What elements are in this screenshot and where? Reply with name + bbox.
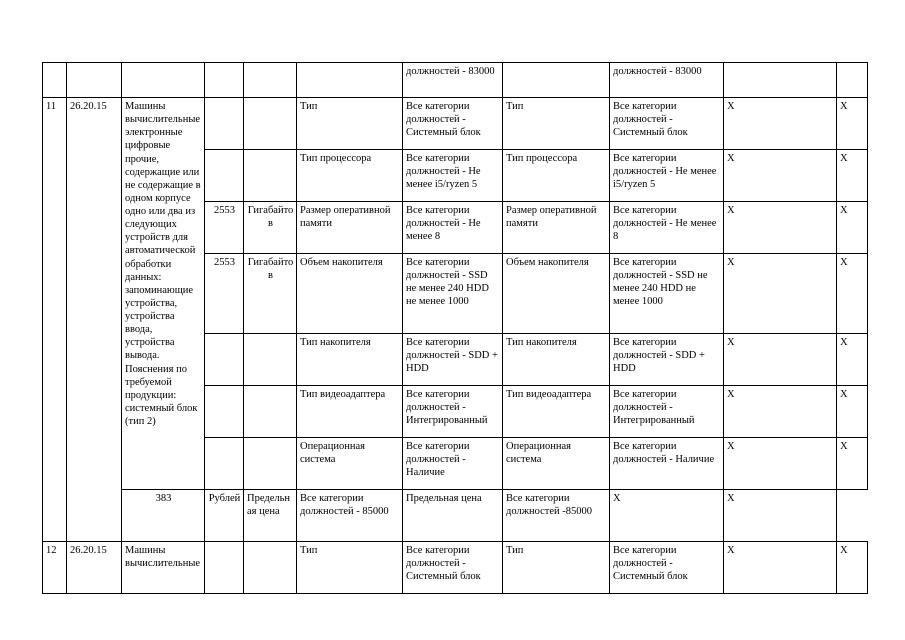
cell-characteristic: Тип видеоадаптера (297, 386, 403, 438)
cell-characteristic: Операционная система (297, 438, 403, 490)
cell-characteristic-2: Размер оперативной памяти (503, 202, 610, 254)
cell-unit: Рублей (205, 490, 244, 542)
cell-unit: Гигабайтов (244, 202, 297, 254)
item-name: Машины вычислительные электронные цифровые прочие, содержащие или не содержащие в одном корпусе одно или два из следующих устройств для автоматической обработки данных: запоминающие устройства, устройства ввода, устройства вывода. Пояснения по требуемой продукции: системный блок (тип 2) (122, 98, 205, 490)
cell-x1: X (724, 150, 837, 202)
cell-value: Все категории должностей - Системный блок (403, 542, 503, 594)
cell-unit-code (205, 542, 244, 594)
cell-value-2: Все категории должностей -85000 (503, 490, 610, 542)
cell-num (43, 63, 67, 98)
cell-characteristic-2: Тип накопителя (503, 334, 610, 386)
cell-name (122, 63, 205, 98)
cell-characteristic: Размер оперативной памяти (297, 202, 403, 254)
cell-x2: X (837, 542, 868, 594)
table-row (43, 542, 868, 594)
cell-value: должностей - 83000 (403, 63, 503, 98)
cell-characteristic (297, 63, 403, 98)
cell-x1: X (724, 386, 837, 438)
cell-x1: X (724, 438, 837, 490)
cell-value: Все категории должностей - SDD + HDD (403, 334, 503, 386)
cell-value-2: Все категории должностей - Не менее 8 (610, 202, 724, 254)
cell-characteristic: Тип (297, 542, 403, 594)
cell-x2: X (724, 490, 837, 542)
characteristics-table (42, 62, 868, 594)
cell-value-2: Все категории должностей - Не менее i5/ryzen 5 (610, 150, 724, 202)
cell-unit-code (205, 334, 244, 386)
cell-unit-code (205, 438, 244, 490)
table-row (43, 490, 868, 542)
cell-value: Все категории должностей - SSD не менее 240 HDD не менее 1000 (403, 254, 503, 334)
cell-value: Все категории должностей - 85000 (297, 490, 403, 542)
cell-x1: X (724, 334, 837, 386)
cell-unit-code: 2553 (205, 254, 244, 334)
item-code: 26.20.15 (67, 542, 122, 594)
cell-value-2: Все категории должностей - Интегрированный (610, 386, 724, 438)
cell-value: Все категории должностей - Интегрированный (403, 386, 503, 438)
cell-characteristic-2: Тип процессора (503, 150, 610, 202)
cell-characteristic: Тип (297, 98, 403, 150)
cell-unit-code: 2553 (205, 202, 244, 254)
cell-x2: X (837, 334, 868, 386)
cell-value: Все категории должностей - Не менее 8 (403, 202, 503, 254)
cell-x1 (724, 63, 837, 98)
cell-x2: X (837, 202, 868, 254)
cell-value-2: Все категории должностей - Наличие (610, 438, 724, 490)
cell-x2: X (837, 150, 868, 202)
cell-characteristic-2: Тип видеоадаптера (503, 386, 610, 438)
cell-x2: X (837, 438, 868, 490)
cell-x2: X (837, 98, 868, 150)
cell-x1: X (724, 254, 837, 334)
cell-unit (244, 98, 297, 150)
cell-x2: X (837, 386, 868, 438)
cell-unit (244, 150, 297, 202)
table-row-top (43, 63, 868, 98)
cell-characteristic: Тип накопителя (297, 334, 403, 386)
cell-x2: X (837, 254, 868, 334)
cell-unit-code (205, 386, 244, 438)
cell-unit-code (205, 150, 244, 202)
cell-unit-code (205, 98, 244, 150)
cell-x1: X (610, 490, 724, 542)
cell-unit (244, 438, 297, 490)
cell-characteristic: Объем накопителя (297, 254, 403, 334)
cell-value-2: Все категории должностей - Системный блок (610, 98, 724, 150)
cell-unit (244, 386, 297, 438)
cell-x2 (837, 63, 868, 98)
cell-characteristic-2 (503, 63, 610, 98)
table-row (43, 98, 868, 150)
cell-value: Все категории должностей - Не менее i5/ryzen 5 (403, 150, 503, 202)
cell-unit: Гигабайтов (244, 254, 297, 334)
cell-characteristic-2: Операционная система (503, 438, 610, 490)
cell-characteristic-2: Тип (503, 98, 610, 150)
cell-unit (244, 542, 297, 594)
item-name: Машины вычислительные (122, 542, 205, 594)
item-code: 26.20.15 (67, 98, 122, 542)
item-number: 12 (43, 542, 67, 594)
cell-x1: X (724, 202, 837, 254)
cell-value-2: Все категории должностей - SDD + HDD (610, 334, 724, 386)
cell-value-2: Все категории должностей - SSD не менее 240 HDD не менее 1000 (610, 254, 724, 334)
cell-value-2: должностей - 83000 (610, 63, 724, 98)
cell-characteristic-2: Предельная цена (403, 490, 503, 542)
cell-value-2: Все категории должностей - Системный блок (610, 542, 724, 594)
cell-code (67, 63, 122, 98)
cell-x1: X (724, 98, 837, 150)
cell-unit-code (205, 63, 244, 98)
cell-characteristic-2: Объем накопителя (503, 254, 610, 334)
cell-value: Все категории должностей - Наличие (403, 438, 503, 490)
cell-characteristic-2: Тип (503, 542, 610, 594)
cell-x1: X (724, 542, 837, 594)
cell-unit (244, 63, 297, 98)
cell-characteristic: Предельная цена (244, 490, 297, 542)
cell-characteristic: Тип процессора (297, 150, 403, 202)
item-number: 11 (43, 98, 67, 542)
cell-value: Все категории должностей - Системный блок (403, 98, 503, 150)
cell-unit (244, 334, 297, 386)
cell-unit-code: 383 (122, 490, 205, 542)
